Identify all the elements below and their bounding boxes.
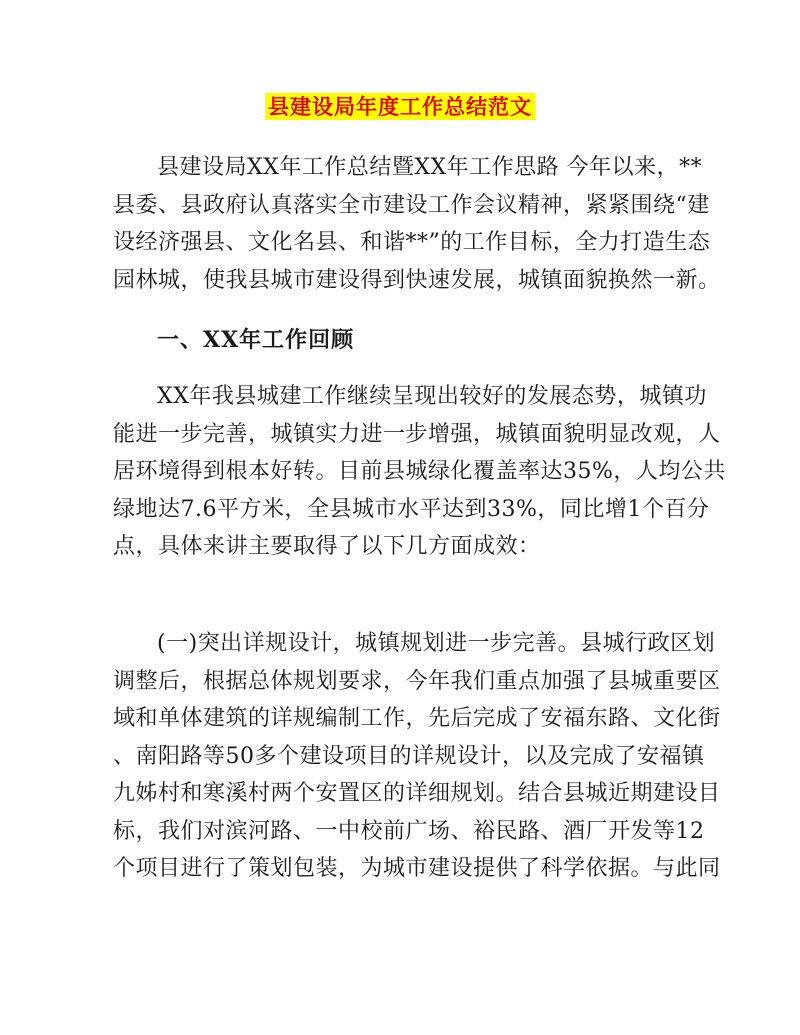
paragraph-line: 园林城，使我县城市建设得到快速发展，城镇面貌换然一新。 — [113, 267, 721, 293]
paragraph-line: 点，具体来讲主要取得了以下几方面成效： — [113, 534, 541, 559]
document-title: 县建设局年度工作总结范文 — [265, 93, 535, 120]
paragraph-planning — [113, 625, 721, 888]
paragraph-intro — [113, 149, 721, 299]
paragraph-line: 标，我们对滨河路、一中校前广场、裕民路、酒厂开发等12 — [113, 818, 705, 844]
paragraph-line: 县建设局XX年工作总结暨XX年工作思路 今年以来，** — [157, 155, 703, 180]
paragraph-line: 域和单体建筑的详规编制工作，先后完成了安福东路、文化街 — [113, 706, 721, 731]
title-container — [0, 93, 800, 120]
paragraph-line: 居环境得到根本好转。目前县城绿化覆盖率达35%，人均公共 — [113, 459, 726, 484]
paragraph-line: XX年我县城建工作继续呈现出较好的发展态势，城镇功 — [157, 384, 707, 409]
paragraph-review — [113, 378, 726, 566]
paragraph-line: 调整后，根据总体规划要求，今年我们重点加强了县城重要区 — [113, 668, 721, 694]
paragraph-line: 九姊村和寒溪村两个安置区的详细规划。结合县城近期建设目 — [113, 781, 721, 806]
paragraph-line: 设经济强县、文化名县、和谐**”的工作目标，全力打造生态 — [113, 230, 711, 255]
paragraph-line: 绿地达7.6平方米，全县城市水平达到33%，同比增1个百分 — [113, 496, 710, 522]
section-heading: 一、XX年工作回顾 — [157, 327, 355, 353]
paragraph-line: 、南阳路等50多个建设项目的详规设计，以及完成了安福镇 — [113, 743, 705, 769]
paragraph-line: 县委、县政府认真落实全市建设工作会议精神，紧紧围绕“建 — [113, 192, 710, 218]
paragraph-line: 能进一步完善，城镇实力进一步增强，城镇面貌明显改观，人 — [113, 421, 721, 447]
paragraph-line: 个项目进行了策划包装，为城市建设提供了科学依据。与此同 — [113, 856, 721, 881]
paragraph-line: (一)突出详规设计，城镇规划进一步完善。县城行政区划 — [157, 631, 716, 656]
